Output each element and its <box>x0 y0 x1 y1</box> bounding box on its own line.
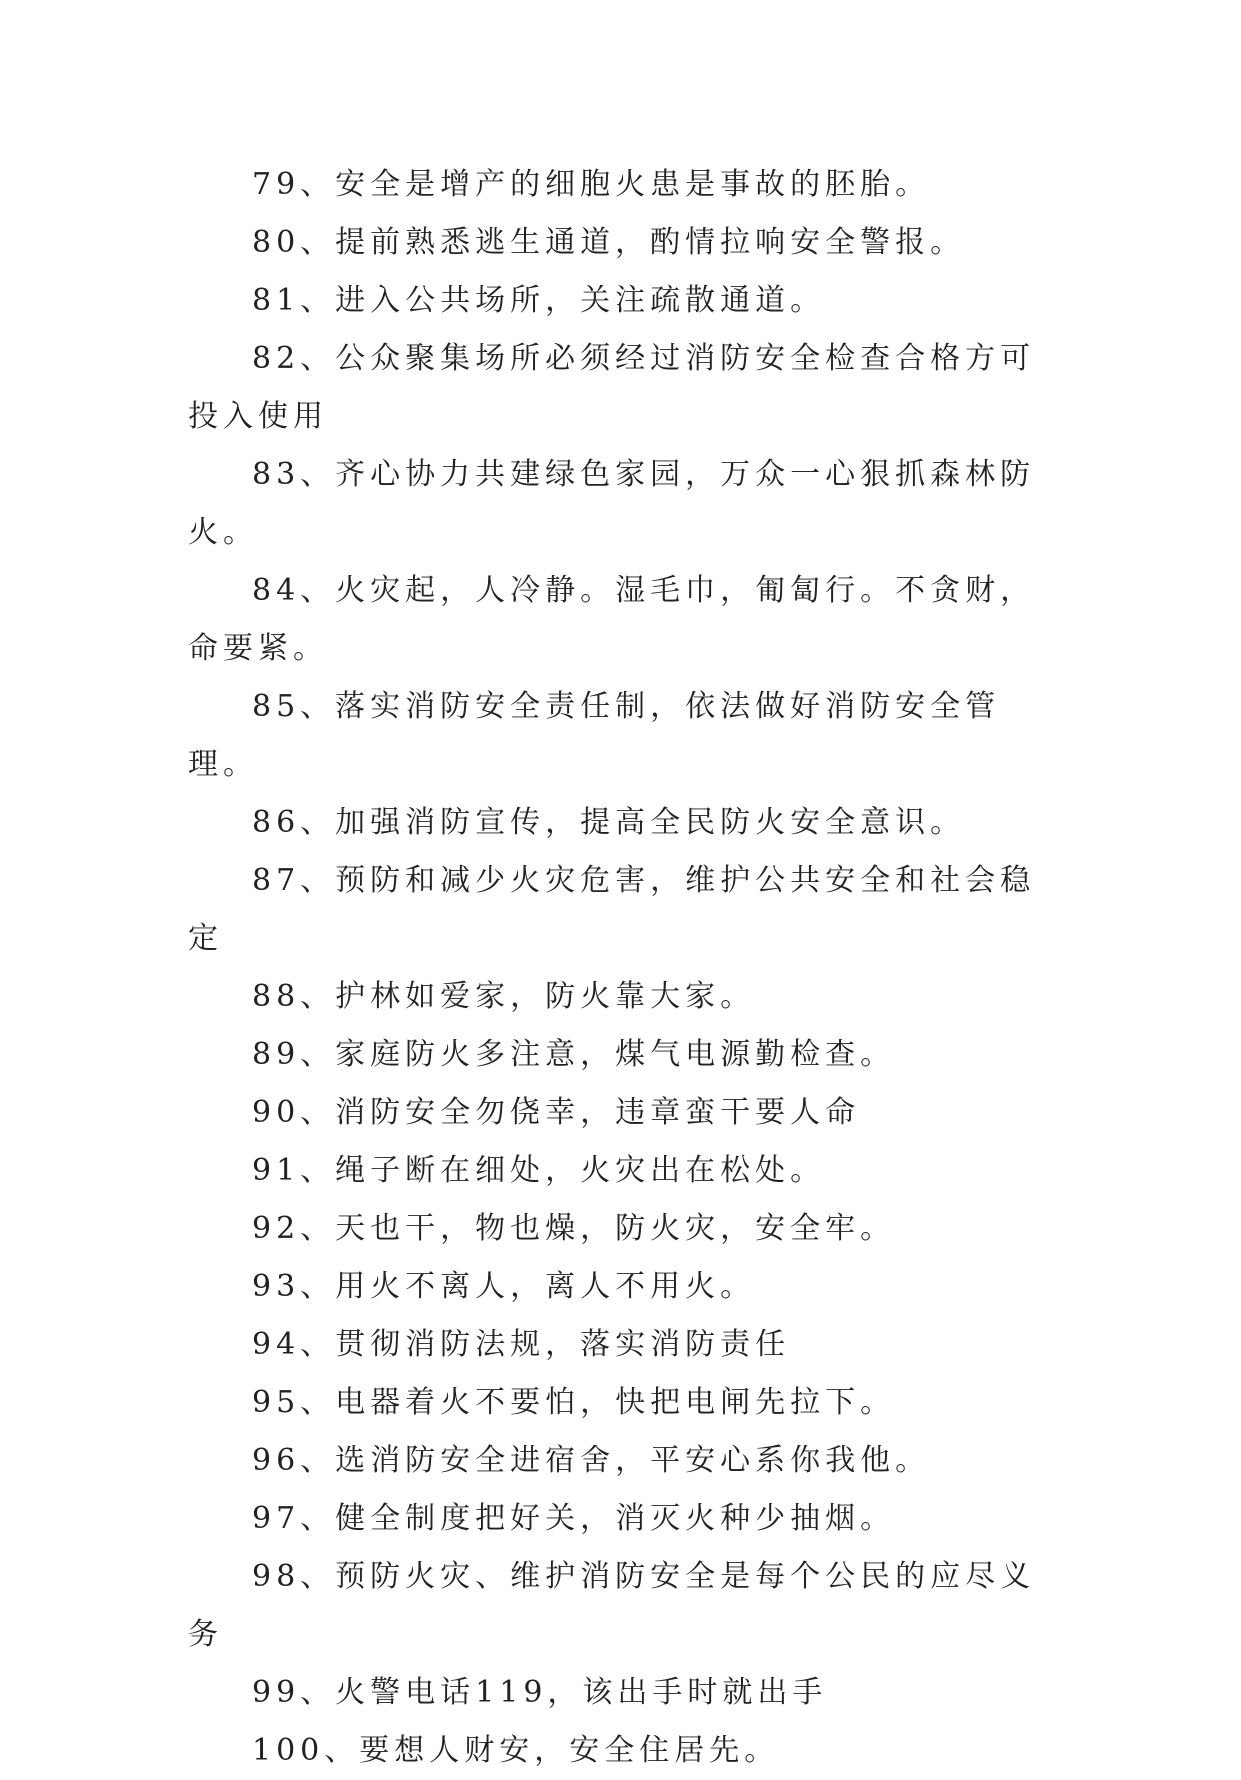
slogan-item-94: 94、贯彻消防法规，落实消防责任 <box>252 1327 791 1362</box>
slogan-item-79: 79、安全是增产的细胞火患是事故的胚胎。 <box>252 167 931 202</box>
slogan-item-84: 84、火灾起，人冷静。湿毛巾，匍匐行。不贪财，命要紧。 <box>188 573 1036 666</box>
slogan-item-98: 98、预防火灾、维护消防安全是每个公民的应尽义务 <box>188 1559 1036 1652</box>
slogan-item-95: 95、电器着火不要怕，快把电闸先拉下。 <box>252 1385 896 1420</box>
slogan-item-81: 81、进入公共场所，关注疏散通道。 <box>252 283 826 318</box>
slogan-item-93: 93、用火不离人，离人不用火。 <box>252 1269 756 1304</box>
slogan-item-96: 96、选消防安全进宿舍，平安心系你我他。 <box>252 1443 931 1478</box>
slogan-item-87: 87、预防和减少火灾危害，维护公共安全和社会稳定 <box>188 863 1036 956</box>
slogan-item-99: 99、火警电话119，该出手时就出手 <box>252 1675 828 1710</box>
slogan-item-91: 91、绳子断在细处，火灾出在松处。 <box>252 1153 826 1188</box>
slogan-item-97: 97、健全制度把好关，消灭火种少抽烟。 <box>252 1501 896 1536</box>
slogan-item-92: 92、天也干，物也燥，防火灾，安全牢。 <box>252 1211 896 1246</box>
slogan-item-100: 100、要想人财安，安全住居先。 <box>252 1733 780 1768</box>
document-body <box>188 156 1058 1780</box>
slogan-item-86: 86、加强消防宣传，提高全民防火安全意识。 <box>252 805 966 840</box>
slogan-item-88: 88、护林如爱家，防火靠大家。 <box>252 979 756 1014</box>
slogan-item-82: 82、公众聚集场所必须经过消防安全检查合格方可投入使用 <box>188 341 1036 434</box>
slogan-item-80: 80、提前熟悉逃生通道，酌情拉响安全警报。 <box>252 225 966 260</box>
slogan-item-90: 90、消防安全勿侥幸，违章蛮干要人命 <box>252 1095 861 1130</box>
slogan-item-89: 89、家庭防火多注意，煤气电源勤检查。 <box>252 1037 896 1072</box>
slogan-item-85: 85、落实消防安全责任制，依法做好消防安全管理。 <box>188 689 1001 782</box>
slogan-item-83: 83、齐心协力共建绿色家园，万众一心狠抓森林防火。 <box>188 457 1036 550</box>
